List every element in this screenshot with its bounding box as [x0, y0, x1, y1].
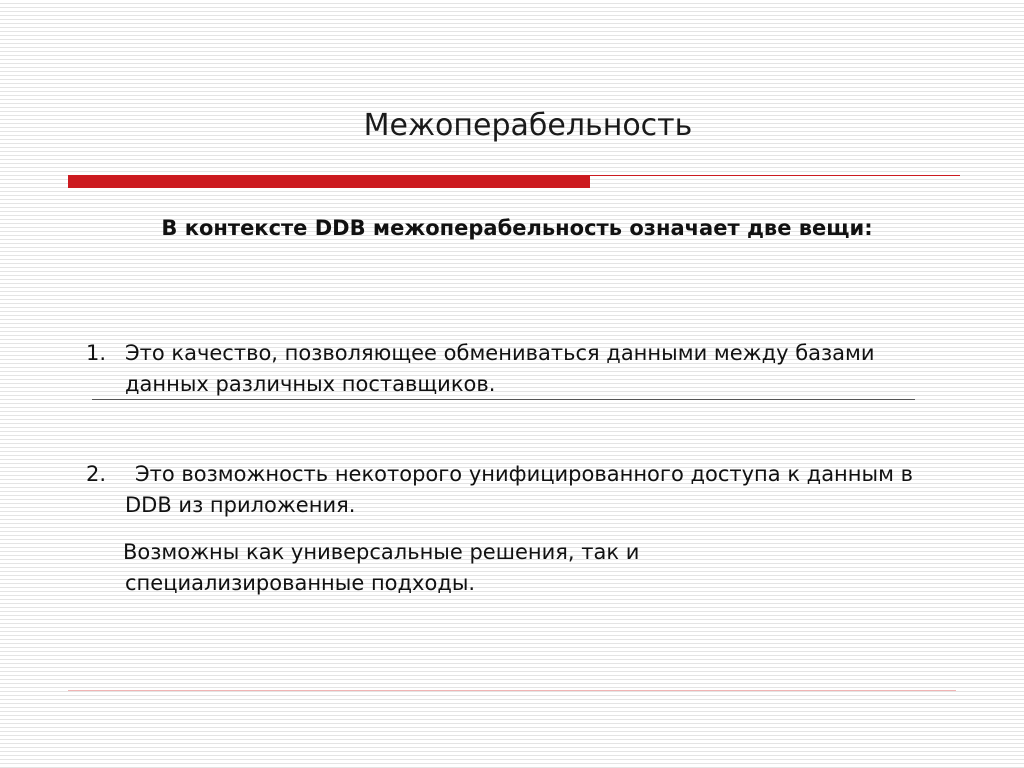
list-item-number: 2.	[86, 462, 107, 486]
list-item	[86, 459, 966, 521]
title-accent-bar	[68, 175, 590, 188]
list-item-text: Это качество, позволяющее обмениваться данными между базами данных различных поставщиков.	[125, 341, 875, 396]
list-item-text: Это возможность некоторого унифицированного доступа к данным в DDB из приложения.	[125, 462, 913, 517]
separator-line	[92, 399, 915, 400]
list-item-number: 1.	[86, 341, 107, 365]
slide-title: Межоперабельность	[363, 108, 693, 143]
note-text: Возможны как универсальные решения, так и специализированные подходы.	[123, 540, 640, 595]
lead-text: В контексте DDB межоперабельность означает две вещи:	[161, 216, 873, 240]
title-accent-line	[590, 175, 960, 176]
footer-line	[68, 690, 956, 691]
list-item	[86, 338, 946, 400]
